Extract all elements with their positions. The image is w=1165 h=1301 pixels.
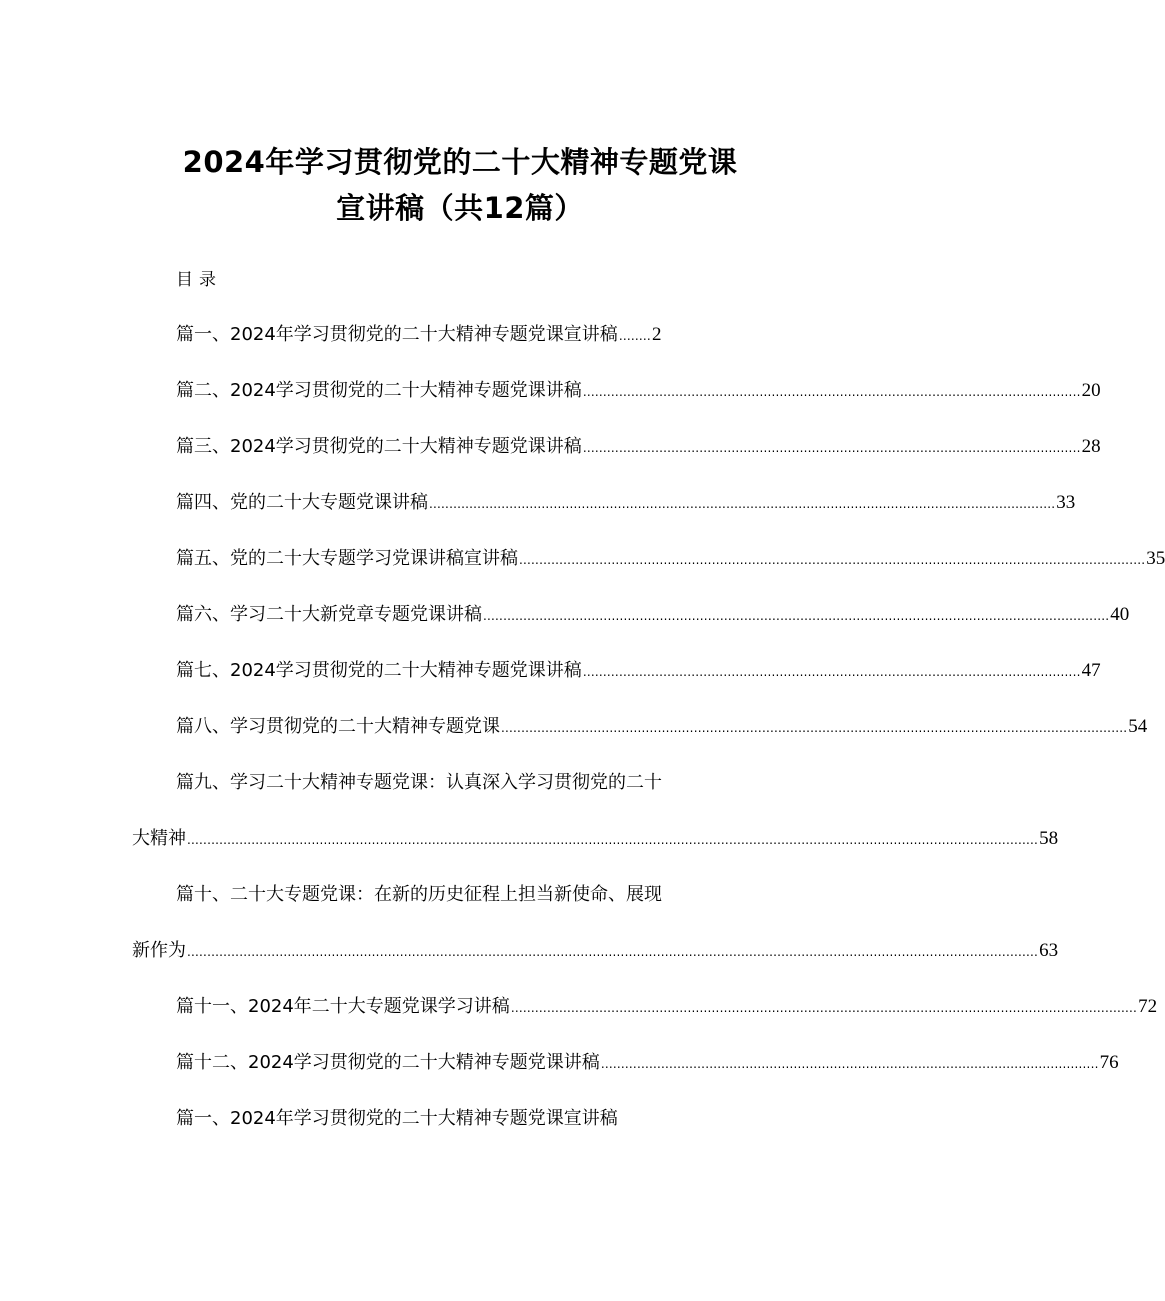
toc-entry-text-continued[interactable]: 大精神 — [132, 828, 186, 849]
toc-heading: 目录 — [176, 270, 222, 290]
toc-entry-10-line2[interactable] — [132, 937, 1059, 966]
toc-leader-dots: ............................................................................................................................................................ — [429, 497, 1056, 511]
toc-page-number: 76 — [1099, 1052, 1119, 1073]
toc-leader-dots: ........ — [618, 329, 651, 343]
toc-leader-dots: ............................................................................................................................................................ — [501, 721, 1128, 735]
toc-page-number: 72 — [1138, 996, 1158, 1017]
toc-entry-4[interactable] — [176, 489, 1076, 518]
toc-page-number: 47 — [1081, 660, 1101, 681]
toc-page-number: 54 — [1128, 716, 1148, 737]
toc-entry-12[interactable] — [176, 1049, 1119, 1078]
toc-entry-text[interactable]: 篇十一、2024年二十大专题党课学习讲稿 — [176, 996, 510, 1017]
toc-entry-3[interactable] — [176, 433, 1101, 462]
toc-leader-dots: ............................................................................................................................ — [600, 1057, 1099, 1071]
toc-leader-dots: ............................................................................................................................................................ — [483, 609, 1110, 623]
document-title-line1: 2024年学习贯彻党的二十大精神专题党课 — [182, 145, 738, 179]
toc-page-number: 58 — [1039, 828, 1059, 849]
toc-page-number: 35 — [1146, 548, 1165, 569]
toc-entry-text[interactable]: 篇三、2024学习贯彻党的二十大精神专题党课讲稿 — [176, 436, 582, 457]
toc-entry-text[interactable]: 篇二、2024学习贯彻党的二十大精神专题党课讲稿 — [176, 380, 582, 401]
toc-leader-dots: ............................................................................................................................ — [582, 441, 1081, 455]
toc-entry-text[interactable]: 篇四、党的二十大专题党课讲稿 — [176, 492, 428, 513]
toc-entry-7[interactable] — [176, 657, 1101, 686]
toc-leader-dots: .................................................................................................................................................................................................................... — [187, 833, 1039, 847]
toc-entry-text[interactable]: 篇六、学习二十大新党章专题党课讲稿 — [176, 604, 482, 625]
toc-entry-text[interactable]: 篇九、学习二十大精神专题党课：认真深入学习贯彻党的二十 — [176, 772, 662, 793]
toc-leader-dots: ............................................................................................................................................................ — [519, 553, 1146, 567]
toc-entry-2[interactable] — [176, 377, 1101, 406]
toc-entry-text-continued[interactable]: 新作为 — [132, 940, 186, 961]
toc-entry-text[interactable]: 篇八、学习贯彻党的二十大精神专题党课 — [176, 716, 500, 737]
toc-leader-dots: ............................................................................................................................ — [582, 665, 1081, 679]
toc-entry-10-line1[interactable] — [176, 881, 662, 909]
document-title-line2: 宣讲稿（共12篇） — [336, 191, 584, 225]
toc-entry-5[interactable] — [176, 545, 1165, 574]
toc-page-number: 63 — [1039, 940, 1059, 961]
toc-entry-11[interactable] — [176, 993, 1158, 1022]
toc-entry-text[interactable]: 篇五、党的二十大专题学习党课讲稿宣讲稿 — [176, 548, 518, 569]
toc-entry-1[interactable] — [176, 321, 661, 350]
toc-entry-8[interactable] — [176, 713, 1148, 742]
toc-entry-9-line2[interactable] — [132, 825, 1059, 854]
section-heading: 篇一、2024年学习贯彻党的二十大精神专题党课宣讲稿 — [176, 1108, 618, 1129]
toc-entry-text[interactable]: 篇十二、2024学习贯彻党的二十大精神专题党课讲稿 — [176, 1052, 600, 1073]
toc-entry-text[interactable]: 篇七、2024学习贯彻党的二十大精神专题党课讲稿 — [176, 660, 582, 681]
toc-page-number: 33 — [1056, 492, 1076, 513]
toc-page-number: 28 — [1081, 436, 1101, 457]
toc-leader-dots: ............................................................................................................................................................ — [510, 1001, 1138, 1015]
toc-leader-dots: ............................................................................................................................ — [582, 385, 1081, 399]
toc-entry-text[interactable]: 篇十、二十大专题党课：在新的历史征程上担当新使命、展现 — [176, 884, 662, 905]
toc-entry-text[interactable]: 篇一、2024年学习贯彻党的二十大精神专题党课宣讲稿 — [176, 324, 618, 345]
toc-page-number: 20 — [1081, 380, 1101, 401]
toc-entry-6[interactable] — [176, 601, 1130, 630]
toc-leader-dots: .................................................................................................................................................................................................................... — [187, 945, 1039, 959]
toc-page-number: 2 — [651, 324, 662, 345]
toc-entry-9-line1[interactable] — [176, 769, 662, 797]
toc-page-number: 40 — [1110, 604, 1130, 625]
